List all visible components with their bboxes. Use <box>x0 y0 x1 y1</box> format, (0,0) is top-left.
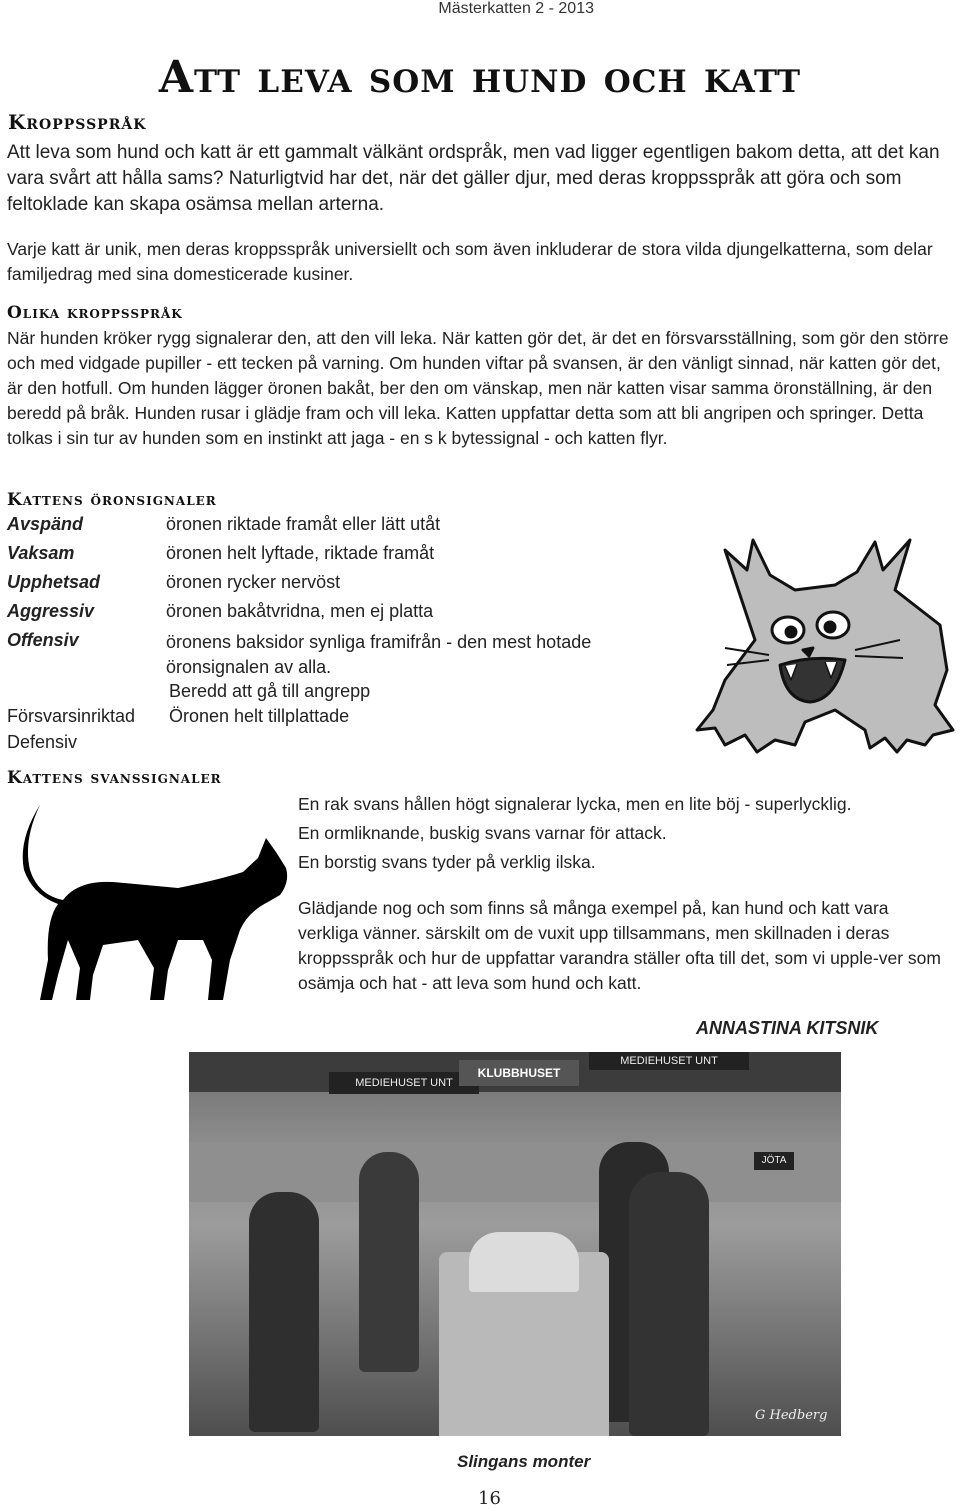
ear-key-defensive: Försvarsinriktad <box>7 706 136 726</box>
ear-key: Upphetsad <box>7 572 101 592</box>
banner: MEDIEHUSET UNT <box>329 1072 479 1094</box>
intro-paragraph: Att leva som hund och katt är ett gammalt välkänt ordspråk, men vad ligger egentligen bakom detta, att det kan vara svårt att hålla sams? Naturligtvid har det, när det gäller djur, med deras kroppsspråk att göra och som feltoklade kan skapa osämsa mellan arterna. <box>7 142 940 215</box>
heading-ear-signals: Kattens öronsignaler <box>7 490 217 510</box>
angry-cat-illustration <box>685 530 960 770</box>
gift-baskets <box>469 1232 579 1292</box>
unique-cat-paragraph: Varje katt är unik, men deras kroppsspråk universiellt och som även inkluderar de stora vilda djungelkatterna, som delar familjedrag med sina domesticerade kusiner. <box>7 239 933 284</box>
black-cat-silhouette <box>18 800 293 1015</box>
body-language-paragraph: När hunden kröker rygg signalerar den, att den vill leka. När katten gör det, är det en försvarsställning, som gör den större och med vidgade pupiller - ett tecken på varning. Om hunden viftar på svansen, är den vänligt sinnad, när katten gör det, är den hotfull. Om hunden lägger öronen bakåt, ber den om vänskap, men när katten visar samma öronställning, är den beredd på bråk. Hunden rusar i glädje fram och vill leka. Katten uppfattar detta som att bli angripen och springer. Detta tolkas i sin tur av hunden som en instinkt att jaga - en s k bytessignal - och katten flyr. <box>7 328 949 448</box>
ear-value: öronen riktade framåt eller lätt utåt <box>166 514 441 534</box>
banner: MEDIEHUSET UNT <box>589 1052 749 1070</box>
ear-value: öronen bakåtvridna, men ej platta <box>166 601 434 621</box>
ear-key-defensive-2: Defensiv <box>7 732 78 752</box>
tail-signals-list <box>298 792 948 875</box>
heading-tail-signals: Kattens svanssignaler <box>7 768 222 788</box>
page-title: Att leva som hund och katt <box>158 52 802 103</box>
ear-value: öronen rycker nervöst <box>166 572 341 592</box>
tail-signal-line: En ormliknande, buskig svans varnar för attack. <box>298 823 667 843</box>
ear-key: Offensiv <box>7 630 79 650</box>
banner: KLUBBHUSET <box>459 1060 579 1086</box>
photo-caption: Slingans monter <box>457 1452 591 1471</box>
ear-key: Aggressiv <box>7 601 95 621</box>
ear-value: öronens baksidor synliga framifrån - den mest hotade öronsignalen av alla. <box>166 632 592 677</box>
ear-value: öronen helt lyftade, riktade framåt <box>166 543 435 563</box>
ear-value-defensive: Öronen helt tillplattade <box>169 706 350 726</box>
exhibition-photo <box>189 1052 841 1436</box>
heading-olika-kroppssprak: Olika kroppsspråk <box>7 303 183 323</box>
page-number: 16 <box>478 1488 501 1509</box>
person-silhouette <box>249 1192 319 1432</box>
ear-key: Avspänd <box>7 514 84 534</box>
magazine-header: Mästerkatten 2 - 2013 <box>438 0 594 17</box>
photo-credit: G Hedberg <box>755 1408 828 1423</box>
banner: JÖTA <box>754 1152 794 1170</box>
tail-signal-line: En rak svans hållen högt signalerar lycka, men en lite böj - superlycklig. <box>298 794 852 814</box>
tail-signal-line: En borstig svans tyder på verklig ilska. <box>298 852 596 872</box>
ear-key: Vaksam <box>7 543 75 563</box>
ear-value-extra: Beredd att gå till angrepp <box>169 681 371 701</box>
closing-paragraph: Glädjande nog och som finns så många exempel på, kan hund och katt vara verkliga vänner. särskilt om de vuxit upp tillsammans, men skillnaden i deras kroppsspråk och hur de uppfattar varandra ställer ofta till det, som vi upple-ver som osämja och hat - att leva som hund och katt. <box>298 898 941 993</box>
heading-kroppssprak: Kroppsspråk <box>8 110 147 134</box>
person-silhouette <box>629 1172 709 1436</box>
author-byline: ANNASTINA KITSNIK <box>696 1018 879 1038</box>
person-silhouette <box>359 1152 419 1372</box>
